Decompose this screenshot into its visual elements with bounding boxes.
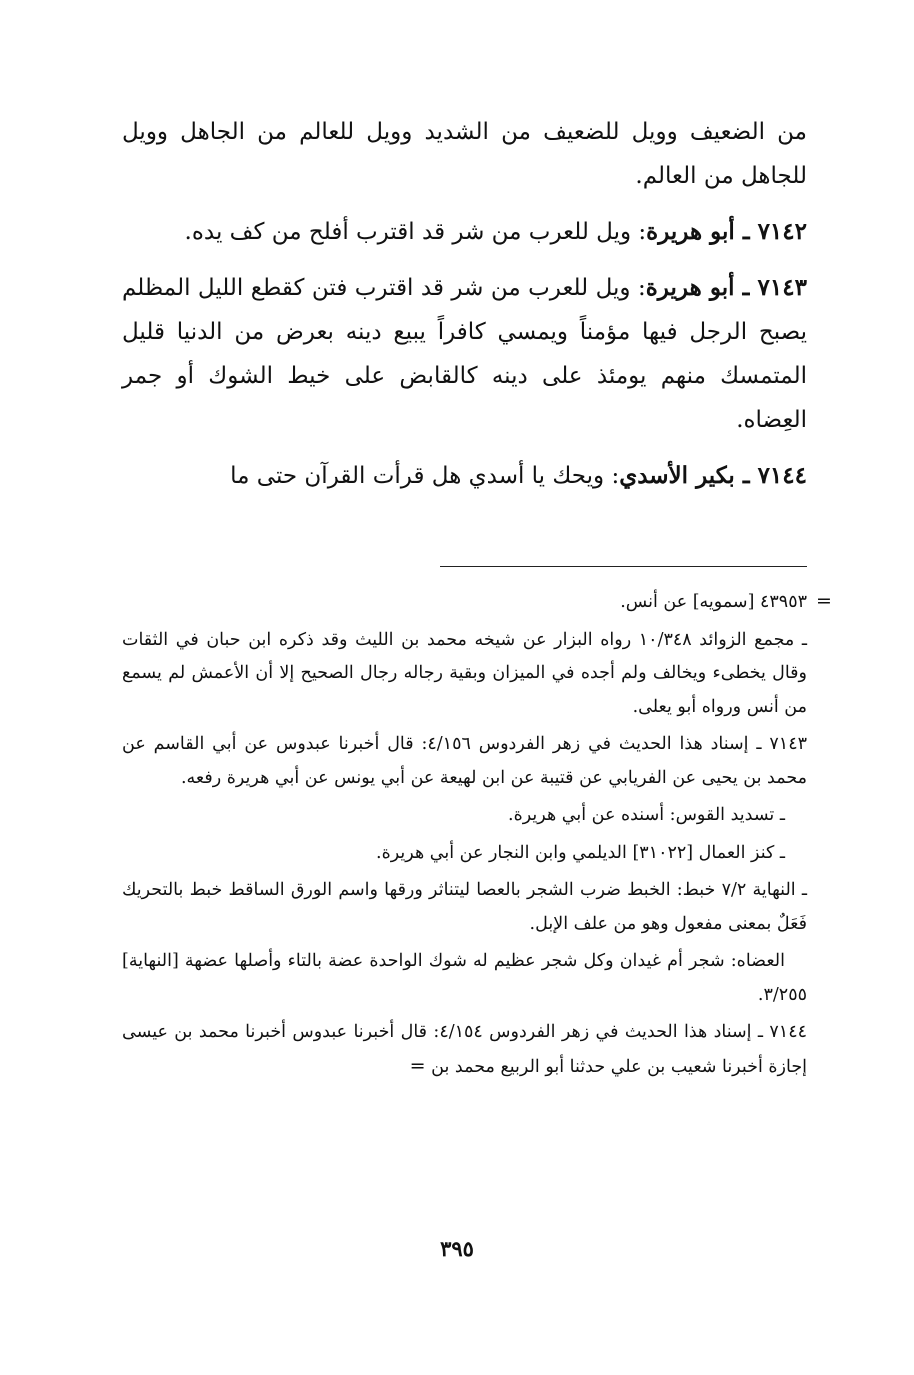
hadith-number: ٧١٤٣ <box>757 274 807 301</box>
footnote-line: ٧١٤٣ ـ إسناد هذا الحديث في زهر الفردوس ٤/١٥٦: قال أخبرنا عبدوس عن أبي القاسم عن محمد بن يحيى عن الفريابي عن قتيبة عن ابن لهيعة عن أبي يونس عن أبي هريرة رفعه. <box>122 734 807 788</box>
footnote-line: ـ تسديد القوس: أسنده عن أبي هريرة. <box>508 805 785 825</box>
separator: ـ <box>734 218 758 245</box>
hadith-text: : ويل للعرب من شر قد اقترب فتن كقطع الليل المظلم يصبح الرجل فيها مؤمناً ويمسي كافراً يبيع دينه بعرض من الدنيا قليل المتمسك منهم يومئذ على دينه كالقابض على خيط الشوك أو جمر العِضاه. <box>122 275 807 433</box>
footnote-line: ٤٣٩٥٣ [سمويه] عن أنس. <box>620 592 807 612</box>
narrator: بكير الأسدي <box>619 462 735 489</box>
page-number: ٣٩٥ <box>440 1236 474 1261</box>
footnote-line: العضاه: شجر أم غيدان وكل شجر عظيم له شوك الواحدة عضة بالتاء وأصلها عضهة [النهاية] ٣/٢٥٥. <box>122 951 807 1005</box>
footnote-line <box>122 1016 807 1084</box>
separator: ـ <box>734 274 758 301</box>
footnote-line: ـ مجمع الزوائد ١٠/٣٤٨ رواه البزار عن شيخه محمد بن الليث وقد ذكره ابن حبان في الثقات وقال يخطىء ويخالف ولم أجده في الميزان وبقية رجاله رجال الصحيح إلا أن الأعمش لم يسمع من أنس ورواه أبو يعلى. <box>122 629 807 717</box>
continuation-mark: = <box>409 1054 426 1077</box>
narrator: أبو هريرة <box>646 218 735 245</box>
hadith-7143 <box>122 266 807 442</box>
main-text <box>122 110 807 510</box>
narrator: أبو هريرة <box>645 274 735 301</box>
hadith-number: ٧١٤٤ <box>757 462 807 489</box>
footnote-text: ٧١٤٤ ـ إسناد هذا الحديث في زهر الفردوس ٤/١٥٤: قال أخبرنا عبدوس أخبرنا محمد بن عيسى إجازة أخبرنا شعيب بن علي حدثنا أبو الربيع محمد بن <box>122 1022 807 1077</box>
footnote-line: ـ كنز العمال [٣١٠٢٢] الديلمي وابن النجار عن أبي هريرة. <box>376 842 785 863</box>
hadith-7144 <box>122 454 807 498</box>
continuation-mark: = <box>816 590 832 612</box>
hadith-text: : ويحك يا أسدي هل قرأت القرآن حتى ما <box>230 463 620 489</box>
hadith-number: ٧١٤٢ <box>757 218 807 245</box>
footnote-line: ـ النهاية ٧/٢ خبط: الخبط ضرب الشجر بالعصا ليتناثر ورقها واسم الورق الساقط خبط بالتحريك فَعَلٌ بمعنى مفعول وهو من علف الإبل. <box>122 880 807 934</box>
footnotes <box>122 586 807 1088</box>
intro-paragraph: من الضعيف وويل للضعيف من الشديد وويل للعالم من الجاهل وويل للجاهل من العالم. <box>122 119 807 189</box>
hadith-text: : ويل للعرب من شر قد اقترب أفلح من كف يده. <box>184 219 647 245</box>
footnote-divider <box>440 566 807 567</box>
hadith-7142 <box>122 210 807 254</box>
separator: ـ <box>734 462 758 489</box>
